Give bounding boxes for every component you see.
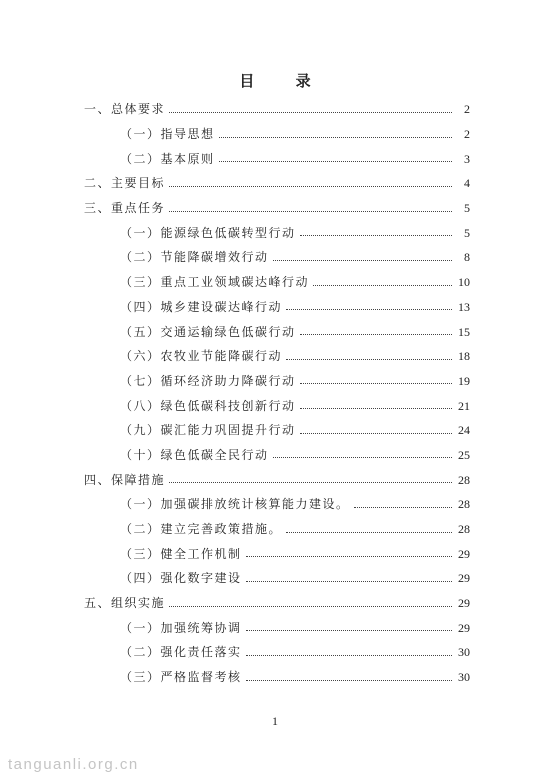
- dot-leader: [286, 359, 452, 360]
- dot-leader: [169, 112, 452, 113]
- toc-entry-page-number: 2: [464, 127, 470, 142]
- toc-entry-page-number: 3: [464, 151, 470, 166]
- toc-entry-page-number: 28: [458, 522, 470, 537]
- dot-leader: [300, 433, 452, 434]
- toc-entry-label: 四、保障措施: [84, 472, 166, 487]
- dot-leader: [219, 137, 452, 138]
- dot-leader: [286, 309, 452, 310]
- toc-entry-page-number: 2: [464, 102, 470, 117]
- toc-entry-label: （四）城乡建设碳达峰行动: [120, 299, 283, 314]
- toc-title: 目 录: [239, 72, 329, 90]
- toc-subsection-entry[interactable]: [84, 566, 470, 591]
- toc-entry-label: （一）能源绿色低碳转型行动: [120, 225, 296, 240]
- dot-leader: [300, 334, 452, 335]
- toc-subsection-entry[interactable]: [84, 665, 470, 690]
- dot-leader: [246, 630, 452, 631]
- toc-entry-page-number: 29: [458, 620, 470, 635]
- toc-subsection-entry[interactable]: [84, 541, 470, 566]
- toc-entry-label: 五、组织实施: [84, 596, 166, 611]
- toc-entry-page-number: 5: [464, 201, 470, 216]
- toc-entry-label: （七）循环经济助力降碳行动: [120, 373, 296, 388]
- toc-subsection-entry[interactable]: [84, 146, 470, 171]
- toc-entry-label: （十）绿色低碳全民行动: [120, 447, 269, 462]
- toc-subsection-entry[interactable]: [84, 270, 470, 295]
- dot-leader: [273, 260, 452, 261]
- watermark: tanguanli.org.cn: [8, 756, 139, 773]
- toc-entry-label: （二）建立完善政策措施。: [120, 522, 283, 537]
- toc-entry-label: （二）基本原则: [120, 151, 215, 166]
- dot-leader: [300, 408, 452, 409]
- toc-entry-page-number: 24: [458, 423, 470, 438]
- toc-entry-label: 二、主要目标: [84, 176, 166, 191]
- toc-entry-page-number: 29: [458, 571, 470, 586]
- toc-entry-label: （四）强化数字建设: [120, 571, 242, 586]
- dot-leader: [219, 161, 452, 162]
- toc-entry-label: （三）重点工业领域碳达峰行动: [120, 275, 310, 290]
- dot-leader: [354, 507, 452, 508]
- toc-entry-label: （三）健全工作机制: [120, 546, 242, 561]
- toc-entry-page-number: 28: [458, 472, 470, 487]
- toc-entry-label: 一、总体要求: [84, 102, 166, 117]
- toc-subsection-entry[interactable]: [84, 418, 470, 443]
- dot-leader: [246, 581, 452, 582]
- toc-subsection-entry[interactable]: [84, 295, 470, 320]
- page-number: 1: [272, 714, 278, 728]
- toc-entry-label: （六）农牧业节能降碳行动: [120, 349, 283, 364]
- toc-subsection-entry[interactable]: [84, 245, 470, 270]
- toc-entry-label: 三、重点任务: [84, 201, 166, 216]
- toc-section-entry[interactable]: [84, 171, 470, 196]
- toc-entry-page-number: 28: [458, 497, 470, 512]
- toc-subsection-entry[interactable]: [84, 517, 470, 542]
- toc-entry-page-number: 25: [458, 447, 470, 462]
- dot-leader: [246, 655, 452, 656]
- toc-section-entry[interactable]: [84, 196, 470, 221]
- dot-leader: [273, 457, 452, 458]
- dot-leader: [300, 235, 452, 236]
- toc-section-entry[interactable]: [84, 467, 470, 492]
- toc-entry-label: （三）严格监督考核: [120, 670, 242, 685]
- toc-entry-label: （二）强化责任落实: [120, 645, 242, 660]
- dot-leader: [246, 680, 452, 681]
- toc-subsection-entry[interactable]: [84, 220, 470, 245]
- toc-entry-page-number: 5: [464, 225, 470, 240]
- toc-entry-page-number: 15: [458, 324, 470, 339]
- dot-leader: [169, 211, 452, 212]
- dot-leader: [169, 606, 452, 607]
- toc-entry-page-number: 30: [458, 645, 470, 660]
- toc-subsection-entry[interactable]: [84, 640, 470, 665]
- toc-entry-page-number: 29: [458, 596, 470, 611]
- toc-entry-page-number: 19: [458, 373, 470, 388]
- toc-section-entry[interactable]: [84, 591, 470, 616]
- toc-entry-page-number: 21: [458, 398, 470, 413]
- toc-entry-page-number: 10: [458, 275, 470, 290]
- toc-entry-label: （一）指导思想: [120, 127, 215, 142]
- toc-entry-page-number: 18: [458, 349, 470, 364]
- toc-subsection-entry[interactable]: [84, 122, 470, 147]
- toc-entry-page-number: 30: [458, 670, 470, 685]
- table-of-contents: [84, 97, 470, 690]
- toc-entry-page-number: 8: [464, 250, 470, 265]
- toc-entry-label: （一）加强统筹协调: [120, 620, 242, 635]
- toc-subsection-entry[interactable]: [84, 344, 470, 369]
- toc-entry-label: （九）碳汇能力巩固提升行动: [120, 423, 296, 438]
- toc-subsection-entry[interactable]: [84, 492, 470, 517]
- toc-entry-label: （一）加强碳排放统计核算能力建设。: [120, 497, 350, 512]
- toc-entry-label: （五）交通运输绿色低碳行动: [120, 324, 296, 339]
- toc-subsection-entry[interactable]: [84, 443, 470, 468]
- dot-leader: [286, 532, 452, 533]
- toc-section-entry[interactable]: [84, 97, 470, 122]
- toc-subsection-entry[interactable]: [84, 393, 470, 418]
- toc-subsection-entry[interactable]: [84, 615, 470, 640]
- toc-entry-page-number: 4: [464, 176, 470, 191]
- dot-leader: [246, 556, 452, 557]
- toc-entry-page-number: 29: [458, 546, 470, 561]
- toc-entry-page-number: 13: [458, 299, 470, 314]
- toc-subsection-entry[interactable]: [84, 319, 470, 344]
- toc-subsection-entry[interactable]: [84, 369, 470, 394]
- toc-entry-label: （二）节能降碳增效行动: [120, 250, 269, 265]
- dot-leader: [313, 285, 452, 286]
- toc-entry-label: （八）绿色低碳科技创新行动: [120, 398, 296, 413]
- dot-leader: [169, 482, 452, 483]
- dot-leader: [169, 186, 452, 187]
- dot-leader: [300, 383, 452, 384]
